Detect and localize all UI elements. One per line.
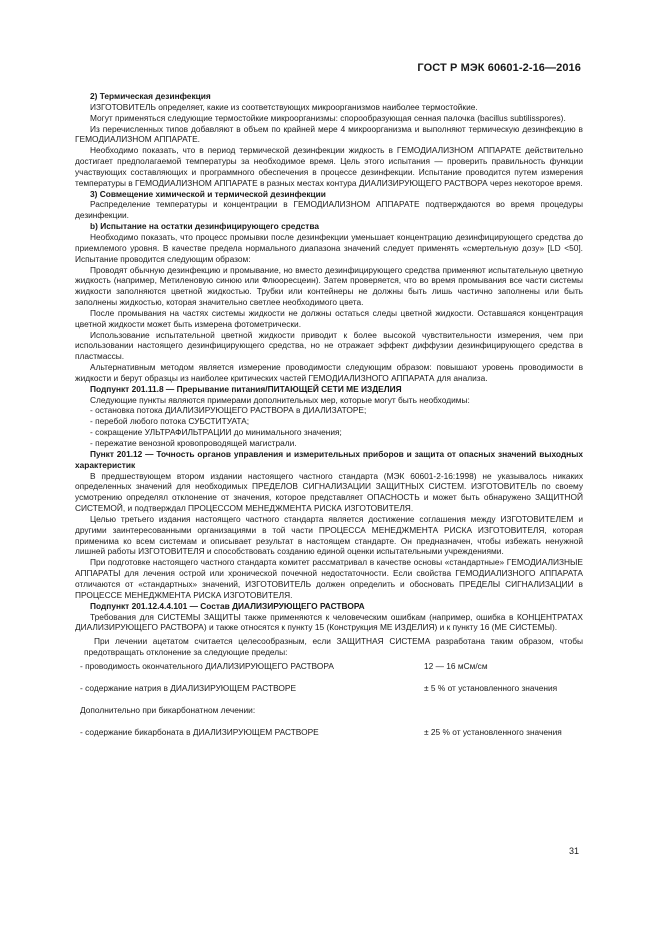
limit-parameter: - содержание натрия в ДИАЛИЗИРУЮЩЕМ РАСТВОРЕ	[80, 682, 297, 693]
paragraph: Из перечисленных типов добавляют в объем по крайней мере 4 микроорганизма и выполняют термическую дезинфекцию в ГЕМОДИАЛИЗНОМ АППАРАТЕ.	[75, 123, 583, 145]
paragraph: Необходимо показать, что процесс промывки после дезинфекции уменьшает концентрацию дезинфицирующего средства до приемлемого уровня. В качестве предела нормального диапазона значений следует применять «смертельную дозу» [LD <50]. Испытание проводится следующим образом:	[75, 231, 583, 264]
section-heading: Подпункт 201.12.4.4.101 — Состав ДИАЛИЗИРУЮЩЕГО РАСТВОРА	[90, 600, 365, 611]
paragraph: Целью третьего издания настоящего частного стандарта является достижение соглашения между ИЗГОТОВИТЕЛЕМ и другими заинтересованными организациями в той части ПРОЦЕССА МЕНЕДЖМЕНТА РИСКА ИЗГОТОВИТЕЛЯ, которая применима ко всем системам и описывает результат в настоящем стандарте. Он предназначен, чтобы избежать ненужной лишней работы ИЗГОТОВИТЕЛЯ и способствовать созданию единой оценки испытательными учреждениями.	[75, 513, 583, 557]
limits-row	[75, 661, 583, 683]
limits-row	[75, 727, 583, 749]
limits-row	[75, 705, 583, 727]
paragraph: Распределение температуры и концентрации в ГЕМОДИАЛИЗНОМ АППАРАТЕ подтверждаются во время процедуры дезинфекции.	[75, 199, 583, 221]
section-heading: Пункт 201.12 — Точность органов управления и измерительных приборов и защита от опасных значений выходных характеристик	[75, 448, 583, 470]
document-header: ГОСТ Р МЭК 60601-2-16—2016	[417, 62, 581, 74]
paragraph: - пережатие венозной кровопроводящей магистрали.	[90, 438, 297, 448]
limit-parameter: - проводимость окончательного ДИАЛИЗИРУЮЩЕГО РАСТВОРА	[80, 660, 334, 671]
paragraph: Могут применяться следующие термостойкие микроорганизмы: спорообразующая сенная палочка (bacillus subtilisspores).	[90, 112, 566, 123]
page-number: 31	[568, 846, 579, 856]
document-body	[75, 91, 583, 749]
limit-value: 12 — 16 мСм/см	[424, 660, 488, 671]
limits-intro-text: При лечении ацетатом считается целесообразным, если ЗАЩИТНАЯ СИСТЕМА разработана таким образом, чтобы предотвращать отклонение за следующие пределы:	[84, 636, 583, 658]
paragraph: Альтернативным методом является измерение проводимости следующим образом: повышают уровень проводимости в жидкости и берут образцы из наиболее критических частей ГЕМОДИАЛИЗНОГО АППАРАТА для анализа.	[75, 362, 583, 383]
paragraph: Следующие пункты являются примерами дополнительных мер, которые могут быть необходимы:	[90, 394, 470, 405]
paragraph: - остановка потока ДИАЛИЗИРУЮЩЕГО РАСТВОРА в ДИАЛИЗАТОРЕ;	[90, 405, 367, 416]
limit-parameter: Дополнительно при бикарбонатном лечении:	[80, 704, 256, 715]
paragraph: После промывания на частях системы жидкости не должны остаться следы цветной жидкости. Оставшаяся концентрация цветной жидкости может быть измерена фотометрически.	[75, 307, 583, 329]
paragraph: В предшествующем втором издании настоящего частного стандарта (МЭК 60601-2-16:1998) не указывалось никаких определенных значений для необходимых ПРЕДЕЛОВ СИГНАЛИЗАЦИИ ЗАЩИТНЫХ СИСТЕМ. ИЗГОТОВИТЕЛЬ по своему усмотрению определял отклонение от значения, которое представляет ОПАСНОСТЬ и может быть обнаружено ЗАЩИТНОЙ СИСТЕМОЙ, и подтверждал ПРОЦЕССОМ МЕНЕДЖМЕНТА РИСКА ИЗГОТОВИТЕЛЯ.	[75, 470, 583, 514]
paragraph: Требования для СИСТЕМЫ ЗАЩИТЫ также применяются к человеческим ошибкам (например, ошибка в КОНЦЕНТРАТАХ ДИАЛИЗИРУЮЩЕГО РАСТВОРА) и также относятся к пункту 15 (Конструкция МЕ ИЗДЕЛИЯ) и к пункту 16 (МЕ СИСТЕМЫ).	[75, 611, 583, 633]
paragraph: Необходимо показать, что в период термической дезинфекции жидкость в ГЕМОДИАЛИЗНОМ АППАРАТЕ действительно достигает предполагаемой температуры за необходимое время. Цель этого испытания — проверить правильность функции участвующих составляющих и программного обеспечения в процессе дезинфекции. Испытание проводится путем измерения температуры в ГЕМОДИАЛИЗНОМ АППАРАТЕ в разных местах контура ДИАЛИЗИРУЮЩЕГО РАСТВОРА через некоторое время.	[75, 145, 583, 188]
paragraph: При подготовке настоящего частного стандарта комитет рассматривал в качестве основы «стандартные» ГЕМОДИАЛИЗНЫЕ АППАРАТЫ для лечения острой или хронической почечной недостаточности. Если свойства ГЕМОДИАЛИЗНОГО АППАРАТА отличаются от «стандартных» значений, ИЗГОТОВИТЕЛЬ должен определить и обосновать ПРЕДЕЛЫ СИГНАЛИЗАЦИИ в ПРОЦЕССЕ МЕНЕДЖМЕНТА РИСКА ИЗГОТОВИТЕЛЯ.	[75, 557, 583, 600]
paragraph: Проводят обычную дезинфекцию и промывание, но вместо дезинфицирующего средства применяют испытательную цветную жидкость (например, Метиленовую синюю или Флюоресцеин). Затем проверяется, что во время промывания все части системы жидкости заполняются цветной жидкостью. Трубки или контейнеры не должны быть лишь частично заполнены или быть заполнены жидкостью, которая значительно светлее необходимого цвета.	[75, 264, 583, 308]
section-heading: b) Испытание на остатки дезинфицирующего средства	[90, 221, 320, 232]
paragraph: Использование испытательной цветной жидкости приводит к более высокой чувствительности измерения, чем при использовании настоящего дезинфицирующего средства, но не отражает эффект диффузии дезинфицирующего средства в пластмассы.	[75, 329, 583, 362]
limit-value: ± 25 % от установленного значения	[424, 726, 562, 737]
limits-row	[75, 683, 583, 705]
paragraph: - сокращение УЛЬТРАФИЛЬТРАЦИИ до минимального значения;	[90, 427, 342, 438]
limits-intro	[75, 636, 583, 658]
limit-parameter: - содержание бикарбоната в ДИАЛИЗИРУЮЩЕМ РАСТВОРЕ	[80, 726, 319, 737]
section-heading: 3) Совмещение химической и термической дезинфекции	[90, 188, 326, 199]
paragraph: - перебой любого потока СУБСТИТУАТА;	[90, 416, 250, 427]
section-heading: 2) Термическая дезинфекция	[90, 91, 211, 101]
section-heading: Подпункт 201.11.8 — Прерывание питания/ПИТАЮЩЕЙ СЕТИ МЕ ИЗДЕЛИЯ	[90, 383, 402, 394]
limits-table	[75, 661, 583, 749]
limit-value: ± 5 % от установленного значения	[424, 682, 558, 693]
paragraph: ИЗГОТОВИТЕЛЬ определяет, какие из соответствующих микроорганизмов наиболее термостойкие.	[90, 101, 478, 112]
